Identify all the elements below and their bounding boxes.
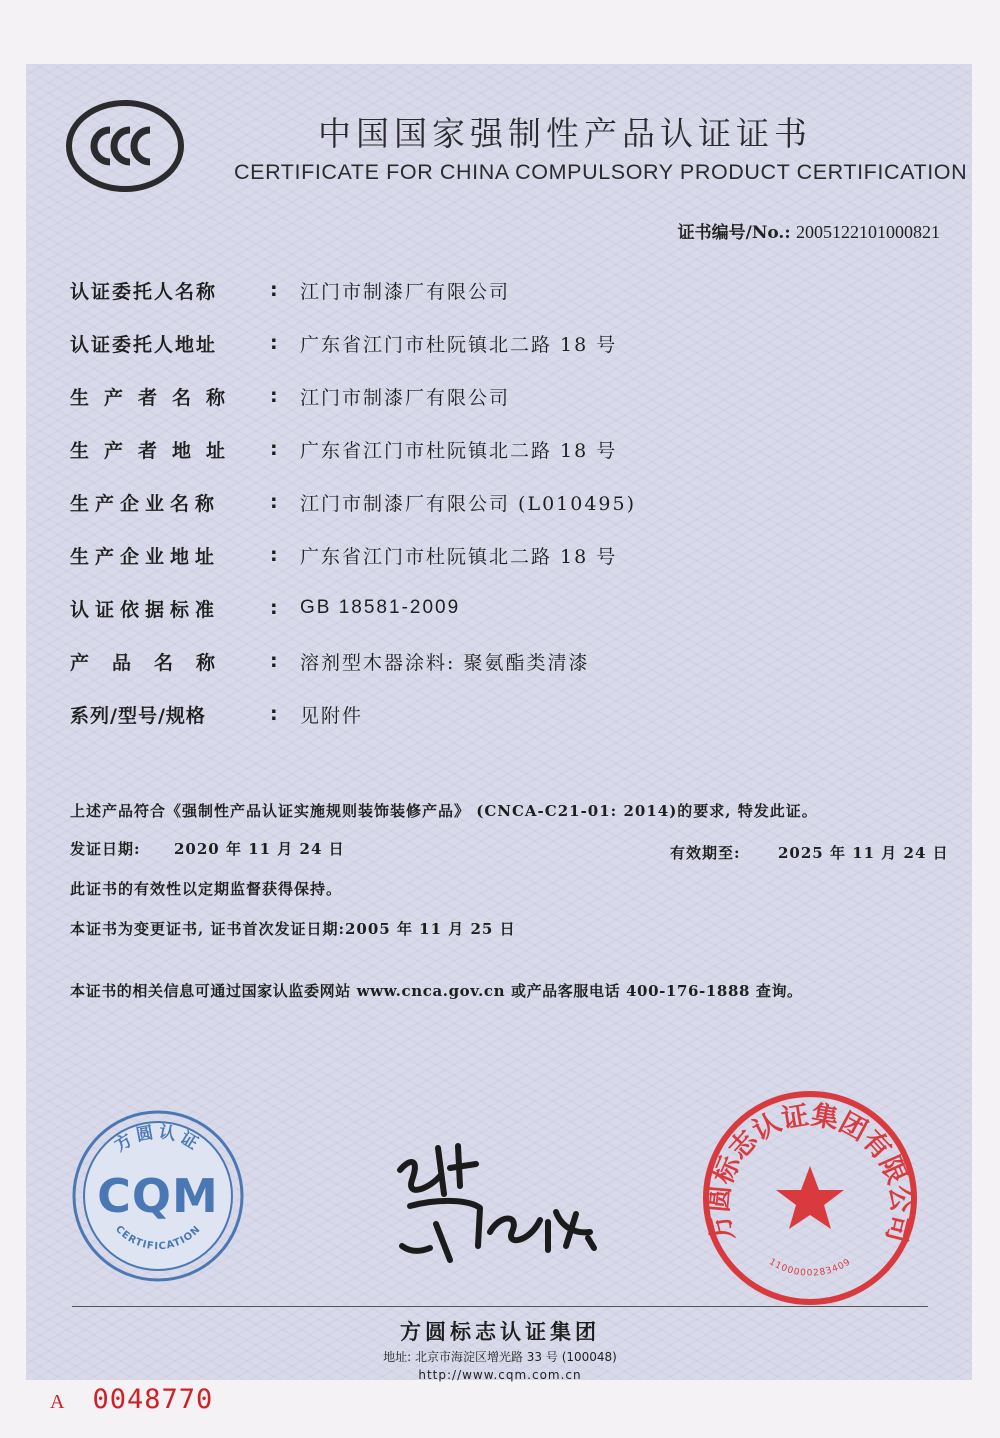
field-manufacturer-address — [70, 429, 617, 469]
query-note: 本证书的相关信息可通过国家认监委网站 www.cnca.gov.cn 或产品客服电话 400-176-1888 查询。 — [70, 982, 803, 1000]
issue-date: 2020 年 11 月 24 日 — [174, 840, 345, 858]
footer-address: 地址: 北京市海淀区增光路 33 号 (100048) — [383, 1350, 617, 1364]
field-value: 江门市制漆厂有限公司 (L010495) — [300, 492, 637, 515]
field-value: 江门市制漆厂有限公司 — [300, 280, 511, 303]
field-applicant-address — [70, 323, 617, 363]
certificate-title-cn: 中国国家强制性产品认证证书 — [318, 114, 812, 153]
field-label: 产品名称 — [70, 651, 239, 674]
field-factory-name — [70, 482, 636, 522]
validity-note: 此证书的有效性以定期监督获得保持。 — [70, 880, 343, 898]
red-seal-text: 方圆标志认证集团有限公司 — [703, 1099, 917, 1246]
cqm-seal-main-text: CQM — [97, 1169, 219, 1223]
svg-text:1100000283409 — [767, 1257, 853, 1279]
field-value: 溶剂型木器涂料: 聚氨酯类清漆 — [300, 651, 590, 674]
field-colon: : — [270, 279, 278, 301]
valid-until-label: 有效期至: — [670, 844, 741, 862]
cqm-seal-top-text: 方圆认证 — [111, 1122, 205, 1157]
field-label: 认证委托人名称 — [70, 280, 218, 303]
serial-number — [50, 1384, 213, 1415]
field-applicant-name — [70, 270, 510, 310]
field-standard — [70, 588, 460, 628]
field-value: 广东省江门市杜阮镇北二路 18 号 — [300, 545, 618, 568]
change-note: 本证书为变更证书, 证书首次发证日期:2005 年 11 月 25 日 — [70, 920, 516, 938]
field-colon: : — [270, 438, 278, 460]
field-colon: : — [270, 385, 278, 407]
field-value: 江门市制漆厂有限公司 — [300, 386, 511, 409]
red-seal-star-icon — [776, 1166, 844, 1229]
issue-date-label: 发证日期: — [70, 840, 141, 858]
ccc-logo-icon — [66, 100, 184, 192]
field-label: 生产者名称 — [70, 386, 241, 409]
field-value: 广东省江门市杜阮镇北二路 18 号 — [300, 439, 618, 462]
red-seal-number: 1100000283409 — [767, 1257, 853, 1279]
compliance-statement: 上述产品符合《强制性产品认证实施规则装饰装修产品》 (CNCA-C21-01: 2014)的要求, 特发此证。 — [70, 802, 818, 820]
field-label: 生产企业名称 — [70, 492, 221, 515]
certificate-number-label: 证书编号/No.: — [677, 223, 791, 243]
field-colon: : — [270, 491, 278, 513]
field-colon: : — [270, 544, 278, 566]
company-red-seal — [700, 1088, 920, 1308]
serial-value: 0048770 — [92, 1384, 214, 1415]
field-label: 生产企业地址 — [70, 545, 221, 568]
field-value: GB 18581-2009 — [300, 597, 461, 618]
field-label: 认证委托人地址 — [70, 333, 218, 356]
cqm-seal — [70, 1108, 246, 1284]
cqm-seal-bottom-text: CERTIFICATION — [112, 1223, 204, 1253]
certificate-number — [678, 218, 940, 243]
footer-divider — [72, 1306, 928, 1307]
certificate-title-en: CERTIFICATE FOR CHINA COMPULSORY PRODUCT CERTIFICATION — [234, 160, 968, 184]
field-colon: : — [270, 332, 278, 354]
field-model — [70, 694, 363, 734]
field-factory-address — [70, 535, 617, 575]
valid-until: 2025 年 11 月 24 日 — [778, 844, 949, 862]
signature — [380, 1128, 620, 1278]
field-colon: : — [270, 597, 278, 619]
field-label: 认证依据标准 — [70, 598, 221, 621]
certificate-number-value: 2005122101000821 — [796, 222, 940, 242]
footer-website: http://www.cqm.com.cn — [418, 1368, 582, 1382]
field-value: 广东省江门市杜阮镇北二路 18 号 — [300, 333, 618, 356]
field-colon: : — [270, 650, 278, 672]
field-colon: : — [270, 703, 278, 725]
field-label: 生产者地址 — [70, 439, 241, 462]
field-manufacturer-name — [70, 376, 510, 416]
field-value: 见附件 — [300, 704, 364, 727]
footer-organization: 方圆标志认证集团 — [400, 1319, 600, 1344]
field-product-name — [70, 641, 589, 681]
field-label: 系列/型号/规格 — [70, 704, 206, 727]
serial-prefix: A — [50, 1391, 65, 1413]
